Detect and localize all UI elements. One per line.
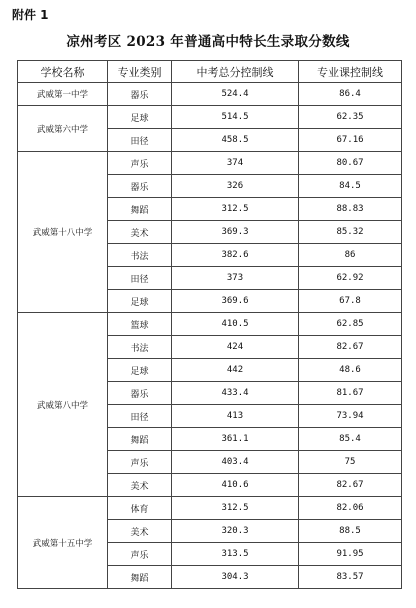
major-score-cell: 67.8 bbox=[299, 290, 402, 313]
total-score-cell: 382.6 bbox=[172, 244, 299, 267]
category-cell: 声乐 bbox=[108, 451, 172, 474]
category-cell: 美术 bbox=[108, 221, 172, 244]
total-score-cell: 312.5 bbox=[172, 198, 299, 221]
school-name-cell: 武威第六中学 bbox=[18, 106, 108, 152]
major-score-cell: 85.32 bbox=[299, 221, 402, 244]
total-score-cell: 458.5 bbox=[172, 129, 299, 152]
header-category: 专业类别 bbox=[108, 61, 172, 83]
header-major-score: 专业课控制线 bbox=[299, 61, 402, 83]
document-title: 凉州考区 2023 年普通高中特长生录取分数线 bbox=[66, 34, 350, 50]
total-score-cell: 361.1 bbox=[172, 428, 299, 451]
category-cell: 书法 bbox=[108, 244, 172, 267]
total-score-cell: 424 bbox=[172, 336, 299, 359]
school-name-cell: 武威第十五中学 bbox=[18, 497, 108, 589]
score-table bbox=[17, 60, 402, 589]
category-cell: 田径 bbox=[108, 267, 172, 290]
total-score-cell: 313.5 bbox=[172, 543, 299, 566]
major-score-cell: 73.94 bbox=[299, 405, 402, 428]
total-score-cell: 403.4 bbox=[172, 451, 299, 474]
school-name-cell: 武威第八中学 bbox=[18, 313, 108, 497]
major-score-cell: 67.16 bbox=[299, 129, 402, 152]
total-score-cell: 312.5 bbox=[172, 497, 299, 520]
major-score-cell: 62.92 bbox=[299, 267, 402, 290]
category-cell: 舞蹈 bbox=[108, 566, 172, 589]
total-score-cell: 374 bbox=[172, 152, 299, 175]
school-name-cell: 武威第十八中学 bbox=[18, 152, 108, 313]
table-row bbox=[18, 106, 402, 129]
table-row bbox=[18, 83, 402, 106]
major-score-cell: 80.67 bbox=[299, 152, 402, 175]
category-cell: 田径 bbox=[108, 129, 172, 152]
major-score-cell: 88.83 bbox=[299, 198, 402, 221]
total-score-cell: 369.3 bbox=[172, 221, 299, 244]
category-cell: 声乐 bbox=[108, 152, 172, 175]
major-score-cell: 85.4 bbox=[299, 428, 402, 451]
category-cell: 器乐 bbox=[108, 175, 172, 198]
category-cell: 器乐 bbox=[108, 382, 172, 405]
total-score-cell: 410.5 bbox=[172, 313, 299, 336]
major-score-cell: 81.67 bbox=[299, 382, 402, 405]
total-score-cell: 320.3 bbox=[172, 520, 299, 543]
category-cell: 足球 bbox=[108, 359, 172, 382]
major-score-cell: 84.5 bbox=[299, 175, 402, 198]
major-score-cell: 86.4 bbox=[299, 83, 402, 106]
major-score-cell: 82.67 bbox=[299, 336, 402, 359]
table-body bbox=[18, 83, 402, 589]
table-row bbox=[18, 497, 402, 520]
total-score-cell: 369.6 bbox=[172, 290, 299, 313]
major-score-cell: 82.06 bbox=[299, 497, 402, 520]
category-cell: 美术 bbox=[108, 520, 172, 543]
total-score-cell: 524.4 bbox=[172, 83, 299, 106]
category-cell: 田径 bbox=[108, 405, 172, 428]
category-cell: 篮球 bbox=[108, 313, 172, 336]
major-score-cell: 62.35 bbox=[299, 106, 402, 129]
total-score-cell: 514.5 bbox=[172, 106, 299, 129]
total-score-cell: 304.3 bbox=[172, 566, 299, 589]
category-cell: 体育 bbox=[108, 497, 172, 520]
category-cell: 声乐 bbox=[108, 543, 172, 566]
major-score-cell: 82.67 bbox=[299, 474, 402, 497]
table-row bbox=[18, 152, 402, 175]
category-cell: 舞蹈 bbox=[108, 198, 172, 221]
total-score-cell: 373 bbox=[172, 267, 299, 290]
table-header-row bbox=[18, 61, 402, 83]
total-score-cell: 433.4 bbox=[172, 382, 299, 405]
major-score-cell: 86 bbox=[299, 244, 402, 267]
school-name-cell: 武威第一中学 bbox=[18, 83, 108, 106]
major-score-cell: 48.6 bbox=[299, 359, 402, 382]
major-score-cell: 91.95 bbox=[299, 543, 402, 566]
major-score-cell: 62.85 bbox=[299, 313, 402, 336]
category-cell: 书法 bbox=[108, 336, 172, 359]
attachment-label: 附件 1 bbox=[12, 8, 49, 22]
category-cell: 美术 bbox=[108, 474, 172, 497]
major-score-cell: 88.5 bbox=[299, 520, 402, 543]
header-school: 学校名称 bbox=[18, 61, 108, 83]
category-cell: 足球 bbox=[108, 290, 172, 313]
category-cell: 器乐 bbox=[108, 83, 172, 106]
total-score-cell: 410.6 bbox=[172, 474, 299, 497]
total-score-cell: 413 bbox=[172, 405, 299, 428]
header-total-score: 中考总分控制线 bbox=[172, 61, 299, 83]
category-cell: 足球 bbox=[108, 106, 172, 129]
category-cell: 舞蹈 bbox=[108, 428, 172, 451]
total-score-cell: 326 bbox=[172, 175, 299, 198]
table-row bbox=[18, 313, 402, 336]
major-score-cell: 83.57 bbox=[299, 566, 402, 589]
total-score-cell: 442 bbox=[172, 359, 299, 382]
major-score-cell: 75 bbox=[299, 451, 402, 474]
